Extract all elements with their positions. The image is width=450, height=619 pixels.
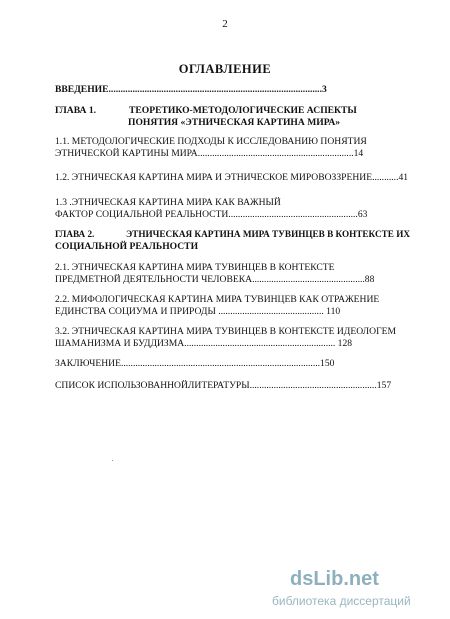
toc-references: СПИСОК ИСПОЛЬЗОВАННОЙЛИТЕРАТУРЫ.....................................................157 xyxy=(55,380,392,391)
toc-intro: ВВЕДЕНИЕ.........................................................................................3 xyxy=(55,84,327,95)
chapter-2-title-line1: ЭТНИЧЕСКАЯ КАРТИНА МИРА ТУВИНЦЕВ В КОНТЕКСТЕ ИХ xyxy=(125,229,410,240)
toc-section-3-2-line2: ШАМАНИЗМА И БУДДИЗМА............................................................... 128 xyxy=(55,338,353,349)
chapter-1-label: ГЛАВА 1. xyxy=(55,105,97,116)
toc-title: ОГЛАВЛЕНИЕ xyxy=(178,62,272,76)
toc-conclusion: ЗАКЛЮЧЕНИЕ...................................................................................150 xyxy=(55,358,335,369)
toc-section-3-2-line1: 3.2. ЭТНИЧЕСКАЯ КАРТИНА МИРА ТУВИНЦЕВ В КОНТЕКСТЕ ИДЕОЛОГЕМ xyxy=(55,326,397,337)
toc-section-2-2-line2: ЕДИНСТВА СОЦИУМА И ПРИРОДЫ ............................................ 110 xyxy=(55,306,341,317)
toc-section-1-2: 1.2. ЭТНИЧЕСКАЯ КАРТИНА МИРА И ЭТНИЧЕСКОЕ МИРОВОЗЗРЕНИЕ...........41 xyxy=(55,172,409,183)
toc-section-1-1-line2: ЭТНИЧЕСКОЙ КАРТИНЫ МИРА.................................................................14 xyxy=(55,148,364,159)
toc-section-1-3-line1: 1.3 .ЭТНИЧЕСКАЯ КАРТИНА МИРА КАК ВАЖНЫЙ xyxy=(55,197,281,208)
toc-section-2-2-line1: 2.2. МИФОЛОГИЧЕСКАЯ КАРТИНА МИРА ТУВИНЦЕВ КАК ОТРАЖЕНИЕ xyxy=(55,294,380,305)
scan-speck xyxy=(112,460,113,461)
watermark-logo: dsLib.net xyxy=(290,568,379,590)
toc-section-2-1-line2: ПРЕДМЕТНОЙ ДЕЯТЕЛЬНОСТИ ЧЕЛОВЕКА...............................................88 xyxy=(55,274,375,285)
watermark-caption: библиотека диссертаций xyxy=(272,594,411,608)
page-number: 2 xyxy=(222,18,228,30)
chapter-2-title-line2: СОЦИАЛЬНОЙ РЕАЛЬНОСТИ xyxy=(55,241,199,252)
toc-section-1-1-line1: 1.1. МЕТОДОЛОГИЧЕСКИЕ ПОДХОДЫ К ИССЛЕДОВАНИЮ ПОНЯТИЯ xyxy=(55,136,367,147)
chapter-2-label: ГЛАВА 2. xyxy=(55,229,95,240)
chapter-1-title-line1: ТЕОРЕТИКО-МЕТОДОЛОГИЧЕСКИЕ АСПЕКТЫ xyxy=(129,105,357,116)
toc-chapter-1 xyxy=(55,105,357,116)
chapter-1-title-line2: ПОНЯТИЯ «ЭТНИЧЕСКАЯ КАРТИНА МИРА» xyxy=(128,117,341,128)
toc-section-1-3-line2: ФАКТОР СОЦИАЛЬНОЙ РЕАЛЬНОСТИ......................................................63 xyxy=(55,209,368,220)
toc-chapter-2 xyxy=(55,229,410,240)
toc-section-2-1-line1: 2.1. ЭТНИЧЕСКАЯ КАРТИНА МИРА ТУВИНЦЕВ В КОНТЕКСТЕ xyxy=(55,262,335,273)
